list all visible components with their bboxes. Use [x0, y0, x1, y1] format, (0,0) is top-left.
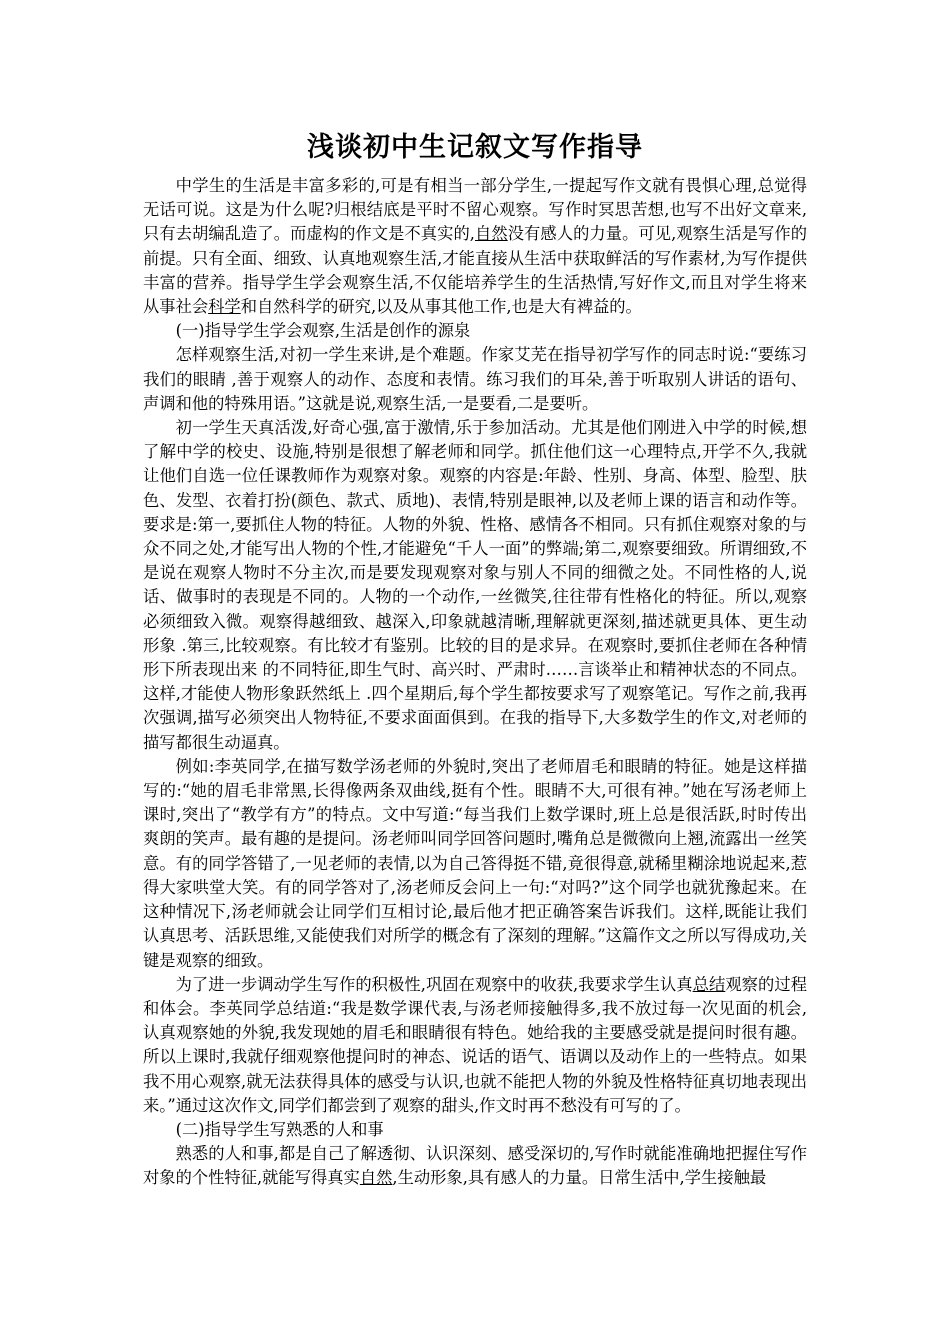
paragraph-text: (二)指导学生写熟悉的人和事	[175, 1119, 384, 1139]
paragraph-text: 没有感人的力量。可见,观察生活是写作的前提。只有全面、细致、认真地观察生活,才能直接从生活中获取鲜活的写作素材,为写作提供丰富的营养。指导学生学会观察生活,不仅能培养学生的生活热情,写好作文,而且对学生将来从事社会	[143, 224, 807, 317]
section-heading	[143, 319, 807, 343]
inline-link[interactable]: 自然	[474, 224, 508, 244]
paragraph	[143, 755, 807, 973]
paragraph-text: 熟悉的人和事,都是自己了解透彻、认识深刻、感受深切的,写作时就能准确地把握住写作对象的个性特征,就能写得真实	[143, 1144, 807, 1188]
document-page	[143, 0, 807, 1191]
paragraph-text: 观察的过程和体会。李英同学总结道:“我是数学课代表,与汤老师接触得多,我不放过每一次见面的机会,认真观察她的外貌,我发现她的眉毛和眼睛很有特色。她给我的主要感受就是提问时很有趣。所以上课时,我就仔细观察他提问时的神态、说话的语气、语调以及动作上的一些特点。如果我不用心观察,就无法获得具体的感受与认识,也就不能把人物的外貌及性格特征真切地表现出来。”通过这次作文,同学们都尝到了观察的甜头,作文时再不愁没有可写的了。	[143, 974, 807, 1115]
inline-link[interactable]: 总结	[692, 974, 726, 994]
paragraph-text: 例如:李英同学,在描写数学汤老师的外貌时,突出了老师眉毛和眼睛的特征。她是这样描写的:“她的眉毛非常黑,长得像两条双曲线,挺有个性。眼睛不大,可很有神。”她在写汤老师上课时,突出了“教学有方”的特点。文中写道:“每当我们上数学课时,班上总是很活跃,时时传出爽朗的笑声。最有趣的是提问。汤老师叫同学回答问题时,嘴角总是微微向上翘,流露出一丝笑意。有的同学答错了,一见老师的表情,以为自己答得挺不错,竟很得意,就稀里糊涂地说起来,惹得大家哄堂大笑。有的同学答对了,汤老师反会问上一句:“对吗?”这个同学也就犹豫起来。在这种情况下,汤老师就会让同学们互相讨论,最后他才把正确答案告诉我们。这样,既能让我们认真思考、活跃思维,又能使我们对所学的概念有了深刻的理解。”这篇作文之所以写得成功,关键是观察的细致。	[143, 756, 807, 970]
inline-link[interactable]: 科学	[208, 297, 241, 317]
paragraph-text: 初一学生天真活泼,好奇心强,富于激情,乐于参加活动。尤其是他们刚进入中学的时候,想了解中学的校史、设施,特别是很想了解老师和同学。抓住他们这一心理特点,开学不久,我就让他们自选一位任课教师作为观察对象。观察的内容是:年龄、性别、身高、体型、脸型、肤色、发型、衣着打扮(颜色、款式、质地)、表情,特别是眼神,以及老师上课的语言和动作等。要求是:第一,要抓住人物的特征。人物的外貌、性格、感情各不相同。只有抓住观察对象的与众不同之处,才能写出人物的个性,才能避免“千人一面”的弊端;第二,观察要细致。所谓细致,不是说在观察人物时不分主次,而是要发现观察对象与别人不同的细微之处。不同性格的人,说话、做事时的表现是不同的。人物的一个动作,一丝微笑,往往带有性格化的特征。所以,观察必须细致入微。观察得越细致、越深入,印象就越清晰,理解就更深刻,描述就更具体、更生动形象 .第三,比较观察。有比较才有鉴别。比较的目的是求异。在观察时,要抓住老师在各种情形下所表现出来 的不同特征,即生气时、高兴时、严肃时……言谈举止和精神状态的不同点。这样,才能使人物形象跃然纸上 .四个星期后,每个学生都按要求写了观察笔记。写作之前,我再次强调,描写必须突出人物特征,不要求面面俱到。在我的指导下,大多数学生的作文,对老师的描写都很生动逼真。	[143, 418, 807, 752]
paragraph	[143, 343, 807, 416]
paragraph-text: 为了进一步调动学生写作的积极性,巩固在观察中的收获,我要求学生认真	[175, 974, 693, 994]
paragraph-text: 和自然科学的研究,以及从事其他工作,也是大有裨益的。	[240, 297, 642, 317]
paragraph	[143, 1142, 807, 1190]
paragraph	[143, 174, 807, 319]
inline-link[interactable]: 自然	[359, 1168, 393, 1188]
paragraph-text: ,生动形象,具有感人的力量。日常生活中,学生接触最	[392, 1168, 767, 1188]
paragraph	[143, 416, 807, 755]
paragraph-text: (一)指导学生学会观察,生活是创作的源泉	[175, 321, 471, 341]
section-heading	[143, 1118, 807, 1142]
paragraph	[143, 973, 807, 1118]
paragraph-text: 中学生的生活是丰富多彩的,可是有相当一部分学生,一提起写作文就有畏惧心理,总觉得无话可说。这是为什么呢?归根结底是平时不留心观察。写作时冥思苦想,也写不出好文章来,只有去胡编乱造了。而虚构的作文是不真实的,	[143, 176, 807, 244]
document-title: 浅谈初中生记叙文写作指导	[307, 132, 643, 163]
document-body	[143, 174, 807, 1191]
paragraph-text: 怎样观察生活,对初一学生来讲,是个难题。作家艾芜在指导初学写作的同志时说:“要练习我们的眼睛 ,善于观察人的动作、态度和表情。练习我们的耳朵,善于听取别人讲话的语句、声调和他的特殊用语。”这就是说,观察生活,一是要看,二是要听。	[143, 345, 807, 413]
